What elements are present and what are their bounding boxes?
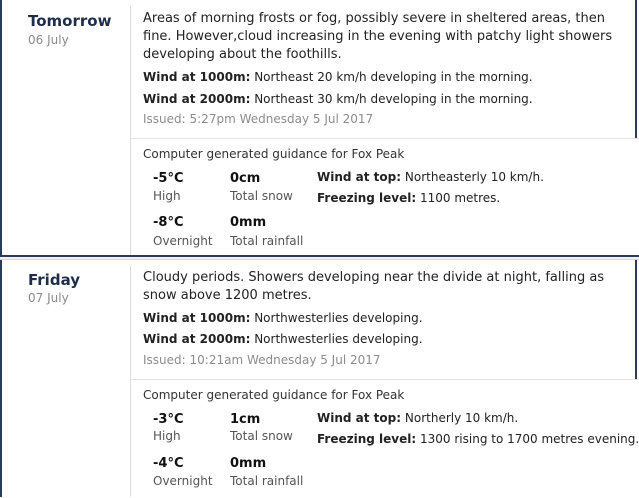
wind-1000m-value: Northwesterlies developing. — [254, 311, 423, 325]
wind-2000m-label: Wind at 2000m: — [143, 92, 251, 106]
overnight-temp-label: Overnight — [153, 234, 213, 248]
day-details — [130, 6, 639, 255]
total-snow-label: Total snow — [230, 189, 293, 203]
forecast-day-friday — [0, 260, 639, 497]
issued-timestamp: Issued: 10:21am Wednesday 5 Jul 2017 — [143, 353, 381, 367]
wind-2000m-label: Wind at 2000m: — [143, 332, 251, 346]
wind-1000m — [143, 311, 423, 325]
wind-2000m — [143, 92, 533, 106]
wind-at-top-value: Northerly 10 km/h. — [404, 411, 519, 425]
freezing-level — [317, 191, 500, 205]
forecast-summary: Cloudy periods. Showers developing near the divide at night, falling as snow above 1200 metres. — [143, 270, 605, 303]
wind-2000m-value: Northwesterlies developing. — [254, 332, 423, 346]
total-rain-value: 0mm — [230, 215, 267, 230]
total-rain-label: Total rainfall — [230, 234, 304, 248]
high-temp-value: -5°C — [153, 171, 184, 186]
day-details — [130, 266, 639, 497]
high-temp-label: High — [153, 189, 181, 203]
wind-at-top — [317, 411, 518, 425]
overnight-temp-label: Overnight — [153, 474, 213, 488]
wind-1000m-label: Wind at 1000m: — [143, 70, 251, 84]
wind-2000m — [143, 332, 423, 346]
guidance-title: Computer generated guidance for Fox Peak — [143, 147, 405, 161]
total-snow-label: Total snow — [230, 429, 293, 443]
day-name: Friday — [28, 271, 81, 289]
high-temp-label: High — [153, 429, 181, 443]
freezing-level-label: Freezing level: — [317, 432, 417, 446]
total-snow-value: 0cm — [230, 171, 261, 186]
guidance-title: Computer generated guidance for Fox Peak — [143, 388, 405, 402]
overnight-temp-value: -8°C — [153, 215, 184, 230]
wind-2000m-value: Northeast 30 km/h developing in the morning. — [254, 92, 533, 106]
wind-at-top — [317, 170, 544, 184]
wind-1000m — [143, 70, 533, 84]
wind-at-top-label: Wind at top: — [317, 170, 402, 184]
guidance-box — [131, 379, 639, 498]
wind-1000m-value: Northeast 20 km/h developing in the morning. — [254, 70, 533, 84]
forecast-summary: Areas of morning frosts or fog, possibly severe in sheltered areas, then fine. However,cloud increasing in the evening with patchy light showers developing about the foothills. — [143, 11, 613, 62]
day-date: 06 July — [28, 33, 69, 47]
wind-1000m-label: Wind at 1000m: — [143, 311, 251, 325]
total-rain-value: 0mm — [230, 456, 267, 471]
freezing-level — [317, 432, 639, 446]
high-temp-value: -3°C — [153, 412, 184, 427]
day-date: 07 July — [28, 291, 69, 305]
day-name: Tomorrow — [28, 12, 112, 30]
total-rain-label: Total rainfall — [230, 474, 304, 488]
freezing-level-label: Freezing level: — [317, 191, 417, 205]
wind-at-top-value: Northeasterly 10 km/h. — [404, 170, 544, 184]
guidance-box — [131, 138, 639, 256]
wind-at-top-label: Wind at top: — [317, 411, 402, 425]
issued-timestamp: Issued: 5:27pm Wednesday 5 Jul 2017 — [143, 112, 374, 126]
freezing-level-value: 1300 rising to 1700 metres evening. — [420, 432, 639, 446]
overnight-temp-value: -4°C — [153, 456, 184, 471]
total-snow-value: 1cm — [230, 412, 261, 427]
freezing-level-value: 1100 metres. — [420, 191, 501, 205]
